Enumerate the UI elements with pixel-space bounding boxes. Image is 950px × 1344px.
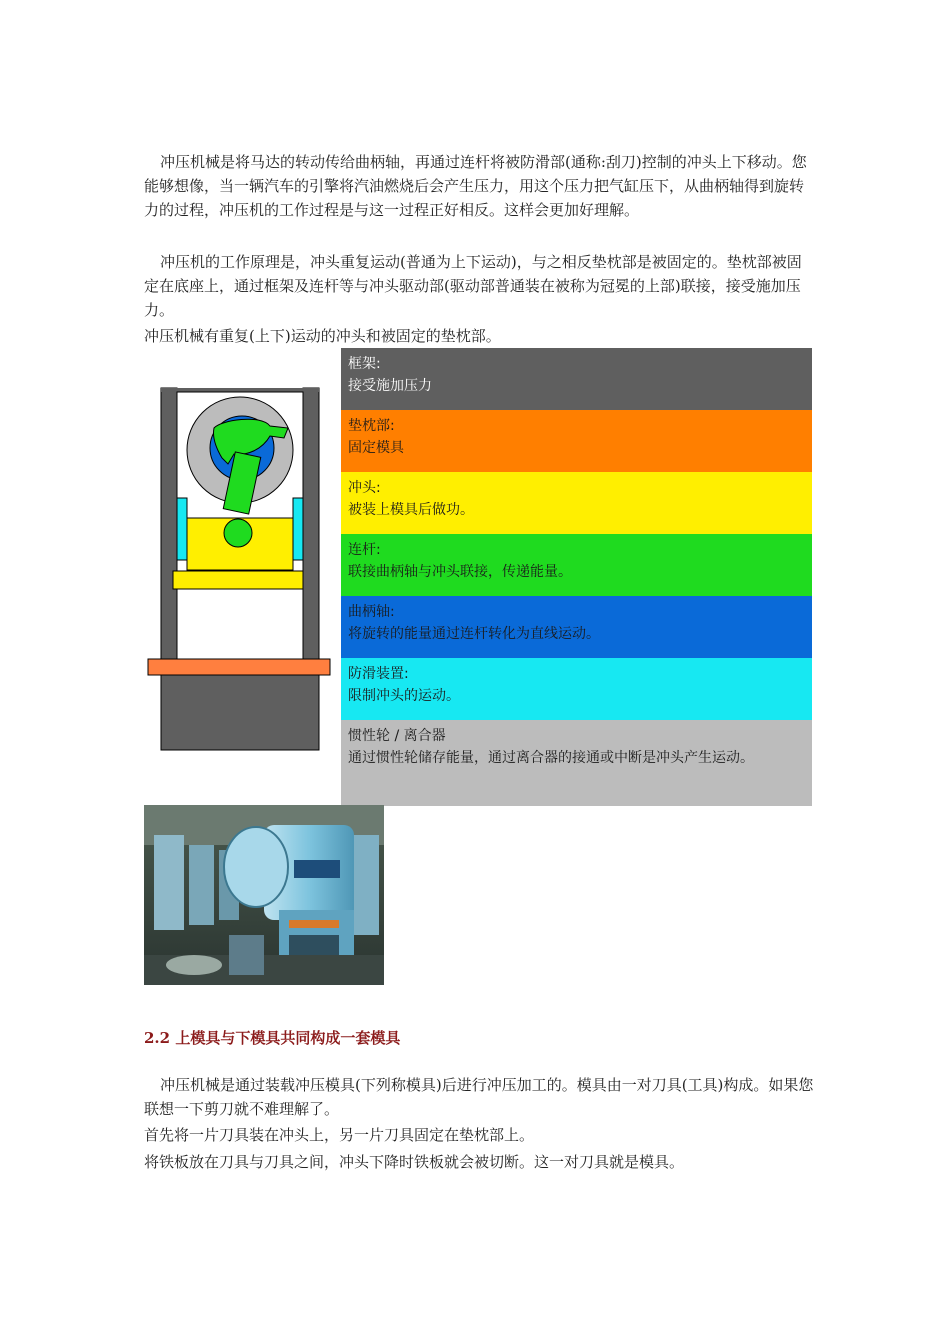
legend-item-ram: [341, 472, 812, 534]
legend-desc: 被装上模具后做功。: [348, 502, 474, 518]
legend-title: 冲头:: [348, 480, 381, 496]
legend-item-bolster: [341, 410, 812, 472]
section-line-3: 将铁板放在刀具与刀具之间，冲头下降时铁板就会被切断。这一对刀具就是模具。: [144, 1153, 685, 1171]
gib-left: [177, 498, 187, 560]
legend-item-connecting-rod: [341, 534, 812, 596]
legend-item-crankshaft: [341, 596, 812, 658]
section-line-2: 首先将一片刀具装在冲头上，另一片刀具固定在垫枕部上。: [144, 1126, 535, 1144]
legend-desc: 联接曲柄轴与冲头联接，传递能量。: [348, 564, 572, 580]
legend-item-flywheel-clutch: [341, 720, 812, 806]
legend-title: 惯性轮 / 离合器: [348, 728, 446, 744]
legend-item-frame: [341, 348, 812, 410]
intro-line-3: 冲压机械有重复(上下)运动的冲头和被固定的垫枕部。: [144, 327, 501, 345]
intro-paragraph-1: 冲压机械是将马达的转动传给曲柄轴，再通过连杆将被防滑部(通称:刮刀)控制的冲头上下移动。您能够想像，当一辆汽车的引擎将汽油燃烧后会产生压力，用这个压力把气缸压下，从曲柄轴得到旋转力的过程，冲压机的工作过程是与这一过程正好相反。这样会更加好理解。: [144, 153, 807, 219]
legend-title: 连杆:: [348, 542, 381, 558]
gib-right: [293, 498, 303, 560]
section-title: 2.2 上模具与下模具共同构成一套模具: [144, 1029, 401, 1047]
intro-paragraph-2: 冲压机的工作原理是，冲头重复运动(普通为上下运动)，与之相反垫枕部是被固定的。垫枕部被固定在底座上，通过框架及连杆等与冲头驱动部(驱动部普通装在被称为冠冕的上部)联接，接受施加压力。: [144, 253, 802, 319]
press-diagram: [146, 384, 336, 754]
legend-desc: 限制冲头的运动。: [348, 688, 460, 704]
ram-plate: [173, 571, 303, 589]
legend-title: 框架:: [348, 356, 381, 372]
legend-desc: 将旋转的能量通过连杆转化为直线运动。: [348, 626, 600, 642]
legend-title: 曲柄轴:: [348, 604, 395, 620]
component-legend: [341, 348, 812, 806]
legend-title: 防滑装置:: [348, 666, 409, 682]
legend-desc: 固定模具: [348, 440, 404, 456]
frame-top: [161, 388, 319, 392]
legend-item-gib: [341, 658, 812, 720]
legend-desc: 接受施加压力: [348, 378, 432, 394]
section-paragraph-1: 冲压机械是通过装载冲压模具(下列称模具)后进行冲压加工的。模具由一对刀具(工具)构成。如果您联想一下剪刀就不难理解了。: [144, 1076, 814, 1118]
frame-base: [161, 674, 319, 750]
press-factory-photo: [144, 805, 384, 985]
legend-desc: 通过惯性轮储存能量，通过离合器的接通或中断是冲头产生运动。: [348, 750, 754, 766]
legend-title: 垫枕部:: [348, 418, 395, 434]
bolster: [148, 659, 330, 675]
